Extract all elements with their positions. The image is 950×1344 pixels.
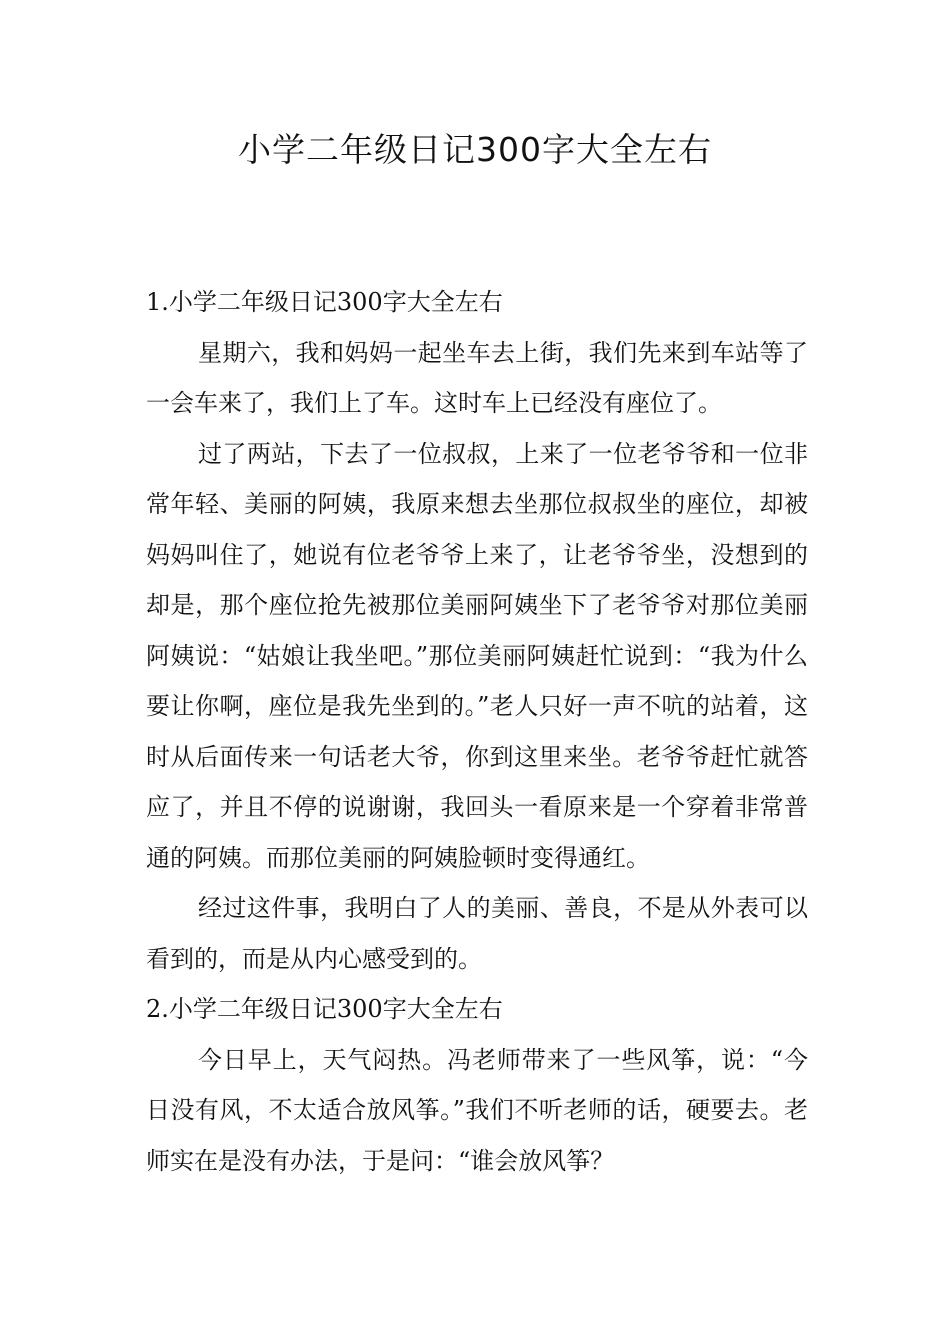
paragraph: 今日早上，天气闷热。冯老师带来了一些风筝，说：“今日没有风，不太适合放风筝。”我们不听老师的话，硬要去。老师实在是没有办法，于是问：“谁会放风筝？ [146, 1045, 808, 1175]
section-heading: 1.小学二年级日记300字大全左右 [146, 288, 503, 316]
document-title: 小学二年级日记300字大全左右 [238, 130, 712, 169]
paragraph: 经过这件事，我明白了人的美丽、善良，不是从外表可以看到的，而是从内心感受到的。 [146, 894, 808, 973]
section-heading: 2.小学二年级日记300字大全左右 [146, 995, 503, 1023]
paragraph: 星期六，我和妈妈一起坐车去上街，我们先来到车站等了一会车来了，我们上了车。这时车上已经没有座位了。 [146, 338, 808, 417]
document-body [146, 277, 808, 1186]
paragraph: 过了两站，下去了一位叔叔，上来了一位老爷爷和一位非常年轻、美丽的阿姨，我原来想去坐那位叔叔坐的座位，却被妈妈叫住了，她说有位老爷爷上来了，让老爷爷坐，没想到的却是，那个座位抢先被那位美丽阿姨坐下了老爷爷对那位美丽阿姨说：“姑娘让我坐吧。”那位美丽阿姨赶忙说到：“我为什么要让你啊，座位是我先坐到的。”老人只好一声不吭的站着，这时从后面传来一句话老大爷，你到这里来坐。老爷爷赶忙就答应了，并且不停的说谢谢，我回头一看原来是一个穿着非常普通的阿姨。而那位美丽的阿姨脸顿时变得通红。 [146, 439, 808, 872]
